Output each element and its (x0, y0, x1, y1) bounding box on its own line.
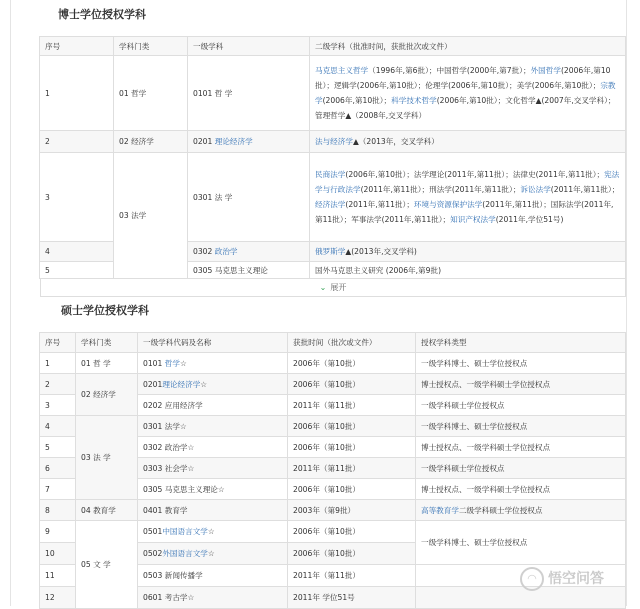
row-type: 博士授权点、一级学科硕士学位授权点 (416, 479, 626, 500)
row-index: 5 (40, 437, 76, 458)
row-second-level: 国外马克思主义研究 (2006年,第9批) (310, 262, 626, 279)
row-index: 4 (40, 242, 114, 262)
row-time: 2006年（第10批） (288, 374, 416, 395)
right-border (626, 0, 627, 606)
doctoral-header-category: 学科门类 (114, 37, 188, 56)
table-row (40, 56, 626, 131)
doctoral-header-row (40, 37, 626, 56)
row-type: 一级学科博士、硕士学位授权点 (416, 416, 626, 437)
row-code: 0305 马克思主义理论☆ (138, 479, 288, 500)
watermark (520, 567, 624, 595)
master-header-time: 获批时间（批次或文件） (288, 333, 416, 353)
master-header-row (40, 333, 626, 353)
doctoral-table (39, 36, 626, 279)
row-second-level: 民商法学(2006年,第10批）；法学理论(2011年,第11批）；法律史(2011年,第11批）；宪法学与行政法学(2011年,第11批）；刑法学(2011年,第11批）；诉讼法学(2011年,第11批）；经济法学(2011年,第11批）；环境与资源保护法学(2011年,第11批）；国际法学(2011年,第11批）；军事法学(2011年,第11批）；知识产权法学(2011年,学位51号) (310, 153, 626, 242)
row-type: 博士授权点、一级学科硕士学位授权点 (416, 374, 626, 395)
doctoral-section-title: 博士学位授权学科 (58, 8, 146, 21)
row-type: 一级学科硕士学位授权点 (416, 395, 626, 416)
row-index: 9 (40, 521, 76, 543)
row-index: 3 (40, 153, 114, 242)
left-border (10, 0, 11, 606)
row-index: 2 (40, 131, 114, 153)
row-code: 0601 考古学☆ (138, 587, 288, 609)
row-first-level: 0301 法 学 (188, 153, 310, 242)
table-row (40, 131, 626, 153)
row-index: 7 (40, 479, 76, 500)
row-time: 2011年（第11批） (288, 458, 416, 479)
row-first-level: 0201 理论经济学 (188, 131, 310, 153)
row-index: 8 (40, 500, 76, 521)
row-time: 2006年（第10批） (288, 479, 416, 500)
row-type: 一级学科博士、硕士学位授权点 (416, 521, 626, 565)
row-time: 2011年 学位51号 (288, 587, 416, 609)
master-header-code: 一级学科代码及名称 (138, 333, 288, 353)
row-category: 05 文 学 (76, 521, 138, 609)
row-code: 0101 哲学☆ (138, 353, 288, 374)
row-time: 2003年（第9批） (288, 500, 416, 521)
row-second-level: 马克思主义哲学（1996年,第6批）；中国哲学(2000年,第7批）；外国哲学(2006年,第10批）；逻辑学(2006年,第10批）；伦理学(2006年,第10批）；美学(2006年,第10批）；宗教学(2006年,第10批）；科学技术哲学(2006年,第10批）；文化哲学▲(2007年,交叉学科）；管理哲学▲（2008年,交叉学科） (310, 56, 626, 131)
row-index: 1 (40, 353, 76, 374)
row-first-level: 0305 马克思主义理论 (188, 262, 310, 279)
table-row (40, 500, 626, 521)
table-row (40, 521, 626, 543)
row-time: 2006年（第10批） (288, 521, 416, 543)
table-row (40, 416, 626, 437)
doctoral-header-index: 序号 (40, 37, 114, 56)
row-code: 0201理论经济学☆ (138, 374, 288, 395)
doctoral-header-second-level: 二级学科（批准时间，获批批次或文件） (310, 37, 626, 56)
doctoral-header-first-level: 一级学科 (188, 37, 310, 56)
row-first-level: 0302 政治学 (188, 242, 310, 262)
row-category: 01 哲学 (114, 56, 188, 131)
row-category: 03 法 学 (76, 416, 138, 500)
row-category: 04 教育学 (76, 500, 138, 521)
row-code: 0401 教育学 (138, 500, 288, 521)
master-header-type: 授权学科类型 (416, 333, 626, 353)
row-index: 10 (40, 543, 76, 565)
row-category: 02 经济学 (76, 374, 138, 416)
row-code: 0302 政治学☆ (138, 437, 288, 458)
speech-bubble-icon: ◠ (520, 567, 544, 591)
row-second-level: 俄罗斯学▲(2013年,交叉学科) (310, 242, 626, 262)
row-code: 0503 新闻传播学 (138, 565, 288, 587)
row-index: 6 (40, 458, 76, 479)
master-header-category: 学科门类 (76, 333, 138, 353)
row-index: 11 (40, 565, 76, 587)
row-time: 2006年（第10批） (288, 437, 416, 458)
row-category: 02 经济学 (114, 131, 188, 153)
row-code: 0303 社会学☆ (138, 458, 288, 479)
row-code: 0501中国语言文学☆ (138, 521, 288, 543)
master-header-index: 序号 (40, 333, 76, 353)
row-index: 5 (40, 262, 114, 279)
row-first-level: 0101 哲 学 (188, 56, 310, 131)
row-category: 01 哲 学 (76, 353, 138, 374)
row-index: 1 (40, 56, 114, 131)
row-category: 03 法学 (114, 153, 188, 279)
master-section-title: 硕士学位授权学科 (61, 304, 149, 317)
row-time: 2006年（第10批） (288, 416, 416, 437)
chevron-down-icon: ⌄ (319, 283, 327, 292)
row-type: 一级学科硕士学位授权点 (416, 458, 626, 479)
expand-label: 展开 (330, 283, 347, 292)
table-row (40, 374, 626, 395)
row-index: 3 (40, 395, 76, 416)
row-code: 0202 应用经济学 (138, 395, 288, 416)
watermark-text: 悟空问答 (548, 571, 604, 587)
table-row (40, 353, 626, 374)
row-second-level: 法与经济学▲（2013年，交叉学科） (310, 131, 626, 153)
row-type: 博士授权点、一级学科硕士学位授权点 (416, 437, 626, 458)
row-time: 2011年（第11批） (288, 565, 416, 587)
row-time: 2006年（第10批） (288, 543, 416, 565)
row-time: 2011年（第11批） (288, 395, 416, 416)
row-type: 一级学科博士、硕士学位授权点 (416, 353, 626, 374)
table-row (40, 153, 626, 242)
row-time: 2006年（第10批） (288, 353, 416, 374)
expand-button[interactable] (40, 279, 626, 297)
row-index: 2 (40, 374, 76, 395)
row-index: 4 (40, 416, 76, 437)
row-code: 0502外国语言文学☆ (138, 543, 288, 565)
row-code: 0301 法学☆ (138, 416, 288, 437)
row-type: 高等教育学二级学科硕士学位授权点 (416, 500, 626, 521)
row-index: 12 (40, 587, 76, 609)
